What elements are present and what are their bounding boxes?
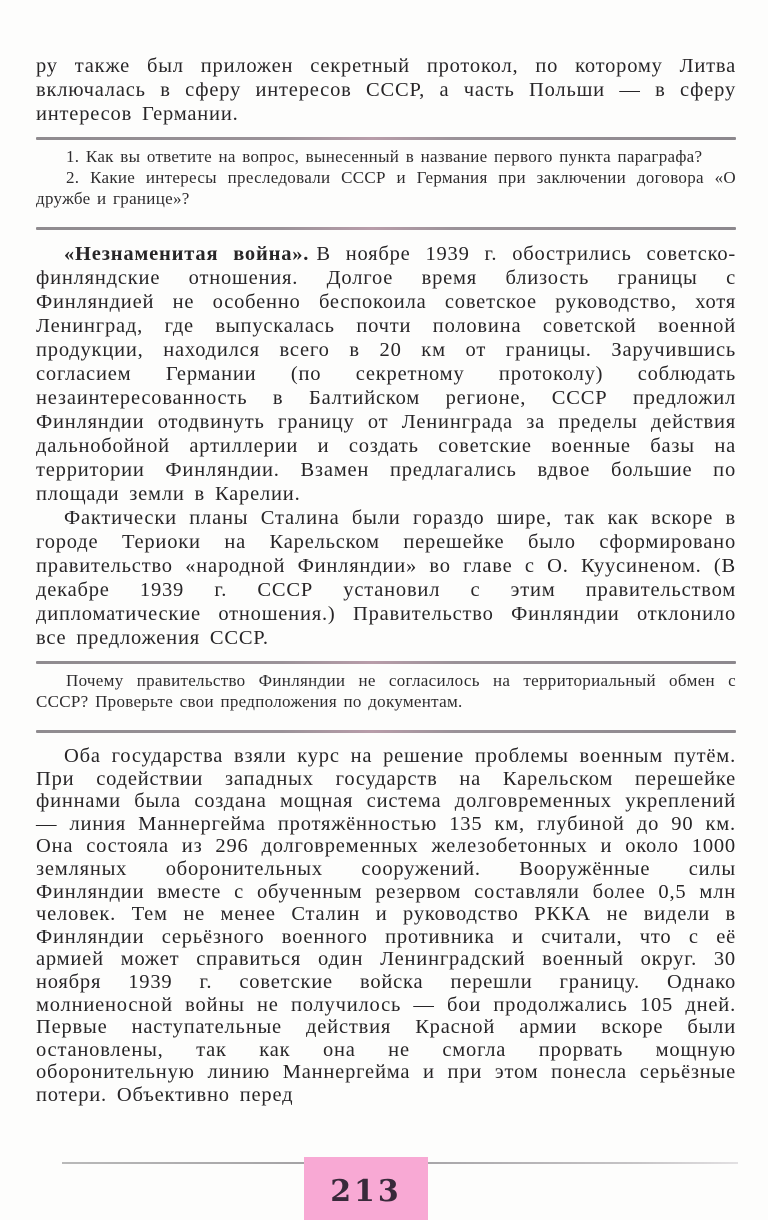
section-paragraph-1 [36, 242, 736, 506]
page-number-tab [304, 1157, 428, 1220]
section-paragraph-2: Фактически планы Сталина были гораздо шире, так как вскоре в городе Териоки на Карельском перешейке было сформировано правительство «народной Финляндии» во главе с О. Куусиненом. (В декабре 1939 г. СССР установил с этим правительством дипломатические отношения.) Правительство Финляндии отклонило все предложения СССР. [36, 507, 736, 649]
spacer [36, 733, 736, 745]
section-heading: «Незнаменитая война». [64, 243, 310, 265]
question-item-1: 1. Как вы ответите на вопрос, вынесенный в название первого пункта параграфа? [66, 147, 703, 166]
page-content [36, 54, 736, 1107]
question-note-block [36, 664, 736, 719]
question-note: Почему правительство Финляндии не согласилось на территориальный обмен с СССР? Проверьте свои предположения по документам. [36, 671, 736, 711]
section-paragraph-1-text: В ноябре 1939 г. обострились советско-финляндские отношения. Долгое время близость границы с Финляндией не особенно беспокоила советское руководство, хотя Ленинград, где выпускалась почти половина советской военной продукции, находился всего в 20 км от границы. Заручившись согласием Германии (по секретному протоколу) соблюдать незаинтересованность в Балтийском регионе, СССР предложил Финляндии отодвинуть границу от Ленинграда за пределы действия дальнобойной артиллерии и создать советские военные базы на территории Финляндии. Взамен предлагались вдвое большие по площади земли в Карелии. [36, 243, 736, 505]
page-number: 213 [330, 1174, 402, 1209]
spacer [36, 230, 736, 242]
questions-block [36, 140, 736, 216]
question-item-2: 2. Какие интересы преследовали СССР и Германия при заключении договора «О дружбе и границе»? [36, 168, 736, 208]
intro-paragraph: ру также был приложен секретный протокол, по которому Литва включалась в сферу интересов СССР, а часть Польши — в сферу интересов Германии. [36, 55, 736, 125]
closing-paragraph: Оба государства взяли курс на решение проблемы военным путём. При содействии западных государств на Карельском перешейке финнами была создана мощная система долговременных укреплений — линия Маннергейма протяжённостью 135 км, глубиной до 90 км. Она состояла из 296 долговременных железобетонных и около 1000 земляных оборонительных сооружений. Вооружённые силы Финляндии вместе с обученным резервом составляли более 0,5 млн человек. Тем не менее Сталин и руководство РККА не видели в Финляндии серьёзного военного противника и считали, что с её армией может справиться один Ленинградский военный округ. 30 ноября 1939 г. советские войска перешли границу. Однако молниеносной войны не получилось — бои продолжались 105 дней. Первые наступательные действия Красной армии вскоре были остановлены, так как она не смогла прорвать мощную оборонительную линию Маннергейма и при этом понесла серьёзные потери. Объективно перед [36, 745, 736, 1106]
